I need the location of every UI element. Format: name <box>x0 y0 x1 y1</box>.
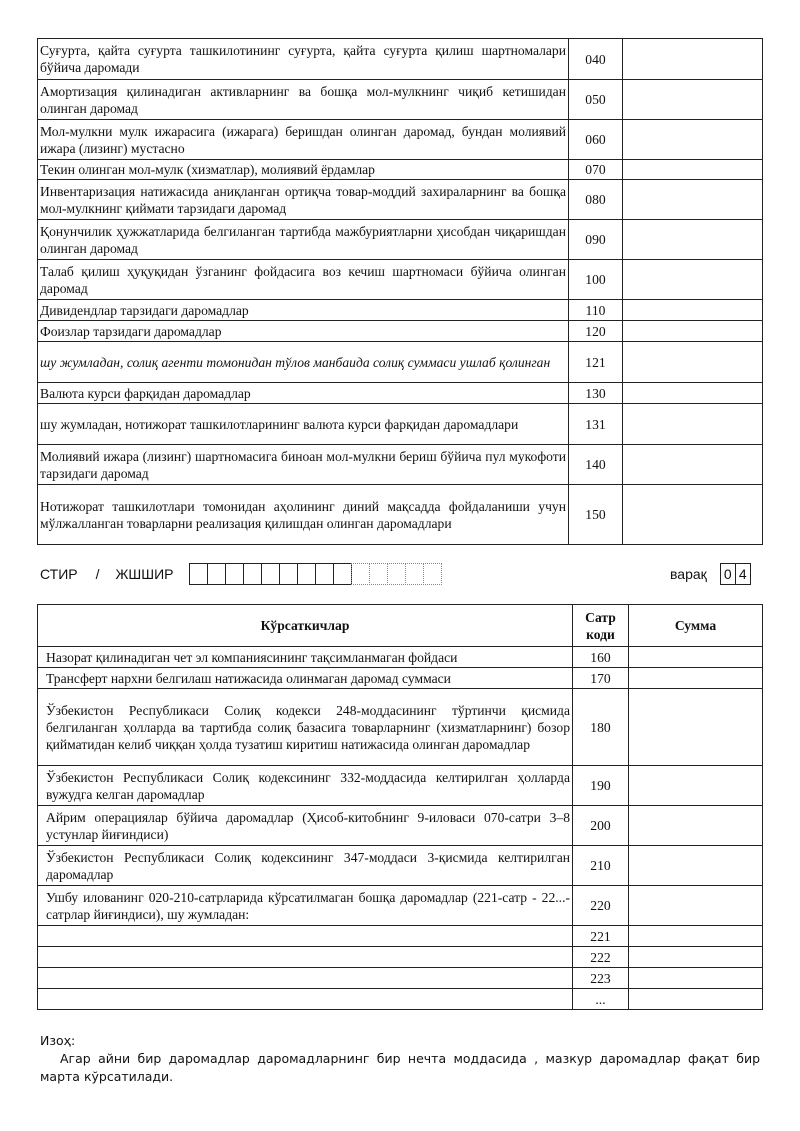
row-sum-cell[interactable] <box>623 180 763 220</box>
row-code: 090 <box>569 220 623 260</box>
row-code: 131 <box>569 404 623 445</box>
row-sum-cell[interactable] <box>623 485 763 545</box>
row-code: 180 <box>573 689 629 766</box>
row-sum-cell[interactable] <box>623 39 763 80</box>
row-code: 210 <box>573 846 629 886</box>
row-code: 110 <box>569 300 623 321</box>
table-row <box>38 689 763 766</box>
table-row <box>38 80 763 120</box>
row-sum-cell[interactable] <box>629 886 763 926</box>
row-code: 120 <box>569 321 623 342</box>
row-description: Дивидендлар тарзидаги даромадлар <box>38 300 569 321</box>
row-description: шу жумладан, нотижорат ташкилотларининг валюта курси фарқидан даромадлари <box>38 404 569 445</box>
row-code: 150 <box>569 485 623 545</box>
header-sum: Сумма <box>629 605 763 647</box>
row-code: 220 <box>573 886 629 926</box>
row-description: Трансферт нархни белгилаш натижасида олинмаган даромад суммаси <box>38 668 573 689</box>
stir-digit-box[interactable] <box>351 563 370 585</box>
page-label: варақ <box>670 566 707 582</box>
row-sum-cell[interactable] <box>623 300 763 321</box>
table-row <box>38 926 763 947</box>
row-description: Айрим операциялар бўйича даромадлар (Ҳисоб-китобнинг 9-иловаси 070-сатри 3–8 устунлар йиғиндиси) <box>38 806 573 846</box>
table-row <box>38 342 763 383</box>
table-row <box>38 180 763 220</box>
income-table-bottom <box>37 604 763 1010</box>
table-row <box>38 120 763 160</box>
table-row <box>38 947 763 968</box>
stir-digit-box[interactable] <box>189 563 208 585</box>
row-description: Текин олинган мол-мулк (хизматлар), молиявий ёрдамлар <box>38 160 569 180</box>
row-description[interactable] <box>38 989 573 1010</box>
table-row <box>38 806 763 846</box>
row-sum-cell[interactable] <box>629 846 763 886</box>
row-sum-cell[interactable] <box>623 383 763 404</box>
row-description: Валюта курси фарқидан даромадлар <box>38 383 569 404</box>
table-row <box>38 220 763 260</box>
table-row <box>38 485 763 545</box>
slash-separator: / <box>95 566 100 582</box>
row-description[interactable] <box>38 968 573 989</box>
stir-label-group <box>40 563 174 585</box>
table-row <box>38 404 763 445</box>
table-row <box>38 445 763 485</box>
row-sum-cell[interactable] <box>623 445 763 485</box>
row-sum-cell[interactable] <box>629 806 763 846</box>
table-row <box>38 39 763 80</box>
header-indicators: Кўрсаткичлар <box>38 605 573 647</box>
table-row <box>38 160 763 180</box>
table-row <box>38 989 763 1010</box>
row-sum-cell[interactable] <box>629 668 763 689</box>
table-row <box>38 886 763 926</box>
table-row <box>38 321 763 342</box>
stir-digit-box[interactable] <box>387 563 406 585</box>
row-code: 100 <box>569 260 623 300</box>
row-sum-cell[interactable] <box>623 220 763 260</box>
row-description: Ушбу илованинг 020-210-сатрларида кўрсатилмаган бошқа даромадлар (221-сатр - 22...-сатрлар йиғиндиси), шу жумладан: <box>38 886 573 926</box>
stir-input-boxes[interactable] <box>189 563 441 585</box>
jshshir-label: ЖШШИР <box>115 566 174 582</box>
row-sum-cell[interactable] <box>623 80 763 120</box>
row-description: Амортизация қилинадиган активларнинг ва бошқа мол-мулкнинг чиқиб кетишидан олинган даромад <box>38 80 569 120</box>
row-description: Фоизлар тарзидаги даромадлар <box>38 321 569 342</box>
row-code: 160 <box>573 647 629 668</box>
row-sum-cell[interactable] <box>629 766 763 806</box>
note-text: Агар айни бир даромадлар даромадларнинг бир нечта моддасида , мазкур даромадлар фақат бир марта кўрсатилади. <box>40 1051 760 1084</box>
row-description: Ўзбекистон Республикаси Солиқ кодексининг 332-моддасида келтирилган ҳолларда вужудга келган даромадлар <box>38 766 573 806</box>
row-description: Мол-мулкни мулк ижарасига (ижарага) беришдан олинган даромад, бундан молиявий ижара (лизинг) мустасно <box>38 120 569 160</box>
row-code: 121 <box>569 342 623 383</box>
stir-digit-box[interactable] <box>207 563 226 585</box>
row-description: Назорат қилинадиган чет эл компаниясининг тақсимланмаган фойдаси <box>38 647 573 668</box>
row-sum-cell[interactable] <box>623 120 763 160</box>
stir-label: СТИР <box>40 566 78 582</box>
row-code: 170 <box>573 668 629 689</box>
row-description: Суғурта, қайта суғурта ташкилотининг суғурта, қайта суғурта қилиш шартномалари бўйича даромади <box>38 39 569 80</box>
row-code: 130 <box>569 383 623 404</box>
row-code: 222 <box>573 947 629 968</box>
row-sum-cell[interactable] <box>623 404 763 445</box>
header-code: Сатр коди <box>573 605 629 647</box>
table-row <box>38 668 763 689</box>
row-code: 060 <box>569 120 623 160</box>
stir-digit-box[interactable] <box>405 563 424 585</box>
table-row <box>38 260 763 300</box>
row-code: 050 <box>569 80 623 120</box>
row-description: Қонунчилик ҳужжатларида белгиланган тартибда мажбуриятларни ҳисобдан чиқаришдан олинган даромад <box>38 220 569 260</box>
table-row <box>38 766 763 806</box>
stir-digit-box[interactable] <box>243 563 262 585</box>
row-sum-cell[interactable] <box>629 926 763 947</box>
row-description: Ўзбекистон Республикаси Солиқ кодекси 248-моддасининг тўртинчи қисмида белгиланган ҳолларда ва тартибда солиқ базасига товарларнинг (хизматларнинг) бозор қийматидан келиб чиққан ҳолда тузатиш киритиш натижасида олинган даромадлар <box>38 689 573 766</box>
row-description: Талаб қилиш ҳуқуқидан ўзганинг фойдасига воз кечиш шартномаси бўйича олинган даромад <box>38 260 569 300</box>
note-title: Изоҳ: <box>40 1033 76 1048</box>
row-description: Инвентаризация натижасида аниқланган ортиқча товар-моддий захираларнинг ва бошқа мол-мулкнинг қиймати тарзидаги даромад <box>38 180 569 220</box>
row-code: 223 <box>573 968 629 989</box>
row-code: 070 <box>569 160 623 180</box>
row-sum-cell[interactable] <box>623 342 763 383</box>
page-number-group <box>670 563 751 585</box>
row-description: Ўзбекистон Республикаси Солиқ кодексининг 347-моддаси 3-қисмида келтирилган даромадлар <box>38 846 573 886</box>
row-description: Молиявий ижара (лизинг) шартномасига биноан мол-мулкни бериш бўйича пул мукофоти тарзидаги даромад <box>38 445 569 485</box>
table-row <box>38 846 763 886</box>
row-description[interactable] <box>38 926 573 947</box>
table-row <box>38 300 763 321</box>
stir-digit-box[interactable] <box>333 563 352 585</box>
row-description[interactable] <box>38 947 573 968</box>
income-table-top <box>37 38 763 545</box>
row-sum-cell[interactable] <box>623 160 763 180</box>
row-description: шу жумладан, солиқ агенти томонидан тўлов манбаида солиқ суммаси ушлаб қолинган <box>38 342 569 383</box>
row-code: 040 <box>569 39 623 80</box>
row-code: ... <box>573 989 629 1010</box>
stir-digit-box[interactable] <box>279 563 298 585</box>
row-code: 200 <box>573 806 629 846</box>
stir-digit-box[interactable] <box>315 563 334 585</box>
row-sum-cell[interactable] <box>629 968 763 989</box>
row-code: 190 <box>573 766 629 806</box>
row-code: 221 <box>573 926 629 947</box>
stir-digit-box[interactable] <box>297 563 316 585</box>
row-sum-cell[interactable] <box>629 647 763 668</box>
page-digit-box[interactable]: 0 <box>720 563 736 585</box>
row-sum-cell[interactable] <box>623 260 763 300</box>
page-digit-box[interactable]: 4 <box>735 563 751 585</box>
table-row <box>38 968 763 989</box>
stir-digit-box[interactable] <box>261 563 280 585</box>
table-row <box>38 647 763 668</box>
stir-digit-box[interactable] <box>423 563 442 585</box>
table-row <box>38 383 763 404</box>
stir-digit-box[interactable] <box>225 563 244 585</box>
row-sum-cell[interactable] <box>629 689 763 766</box>
row-sum-cell[interactable] <box>623 321 763 342</box>
row-code: 140 <box>569 445 623 485</box>
stir-digit-box[interactable] <box>369 563 388 585</box>
row-code: 080 <box>569 180 623 220</box>
row-sum-cell[interactable] <box>629 989 763 1010</box>
row-description: Нотижорат ташкилотлари томонидан аҳолининг диний мақсадда фойдаланиши учун мўлжалланган товарларни реализация қилишдан олинган даромадлари <box>38 485 569 545</box>
row-sum-cell[interactable] <box>629 947 763 968</box>
